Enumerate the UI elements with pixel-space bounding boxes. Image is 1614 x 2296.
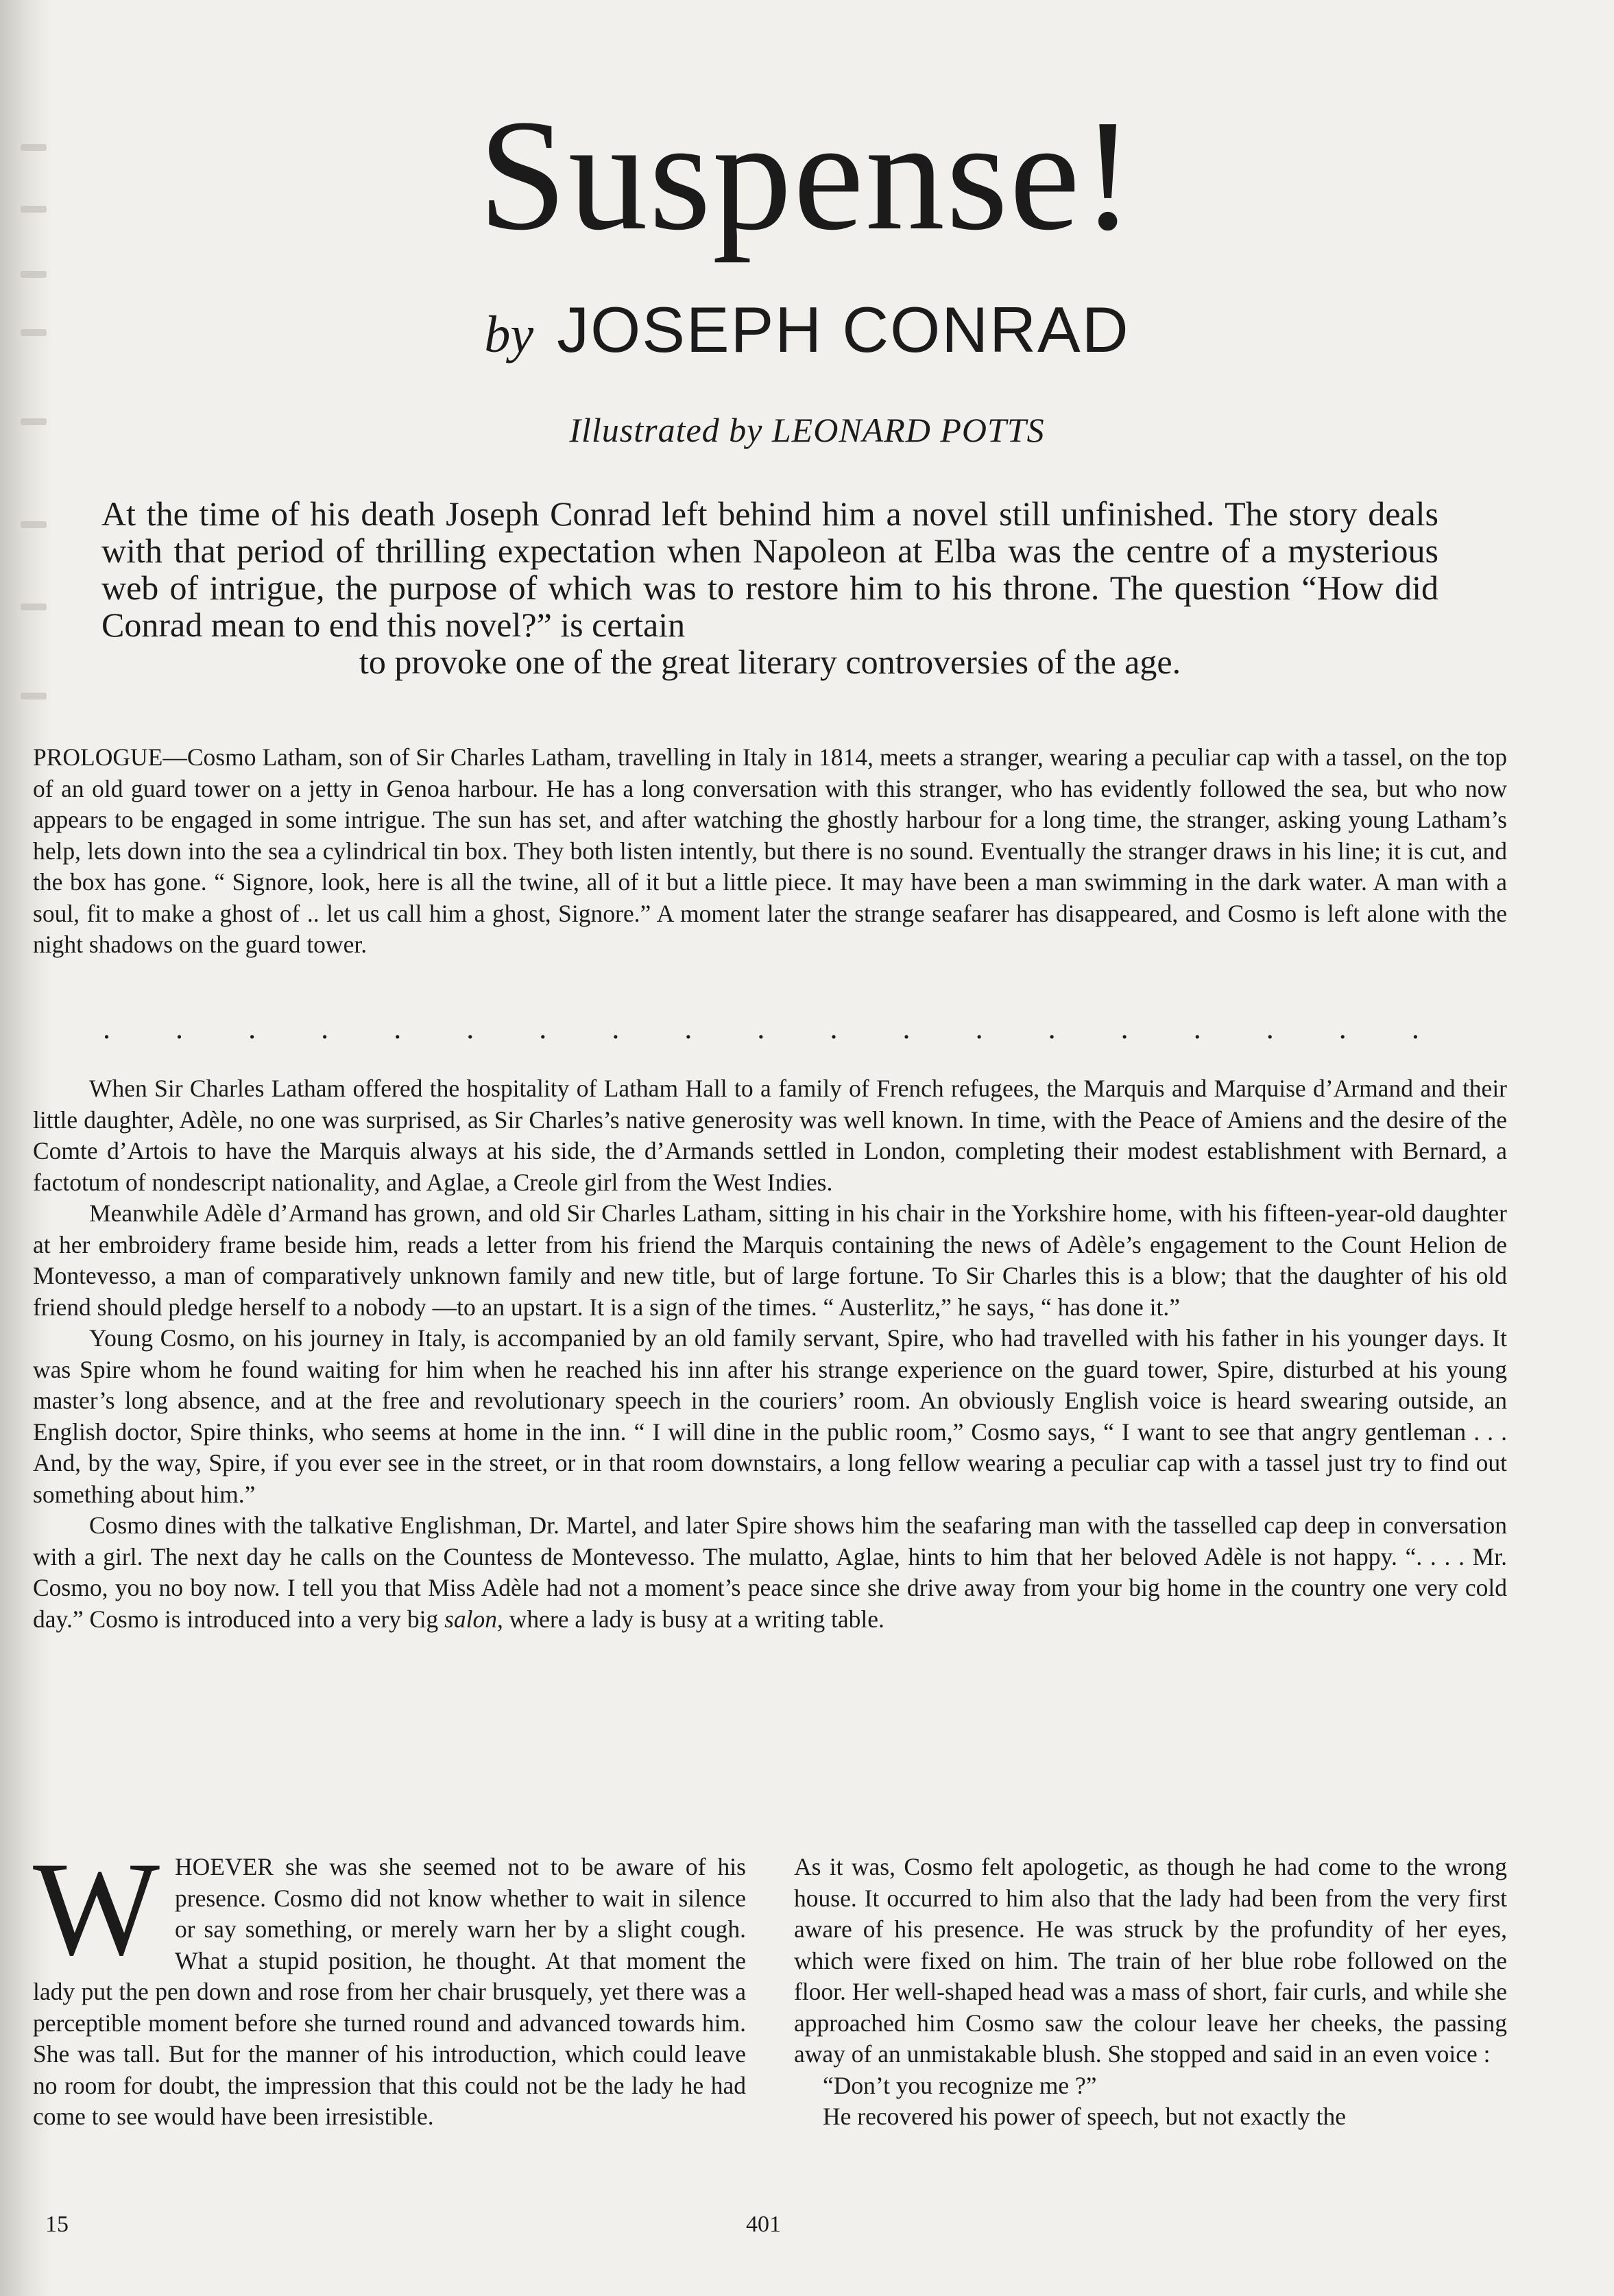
separator-dot: . <box>612 1012 620 1045</box>
separator-dot: . <box>1266 1012 1274 1045</box>
separator-dot: . <box>539 1012 547 1045</box>
separator-dot: . <box>103 1012 110 1045</box>
drop-cap: W <box>33 1834 160 1983</box>
salon-word: salon <box>444 1605 498 1633</box>
story-dialogue: “Don’t you recognize me ?” <box>823 2071 1097 2099</box>
signature-mark: 15 <box>45 2212 69 2237</box>
story-paragraph: As it was, Cosmo felt apologetic, as though he had come to the wrong house. It occurred to him also that the lady had been from the very first aware of his presence. He was struck by the profundity of her eyes, which were fixed on him. The train of her blue robe followed on the floor. Her well-shaped head was a mass of short, fair curls, and while she approached him Cosmo saw the colour leave her cheeks, the passing away of an unmistakable blush. She stopped and said in an even voice : <box>794 1853 1507 2068</box>
separator-dot: . <box>466 1012 474 1045</box>
synopsis-paragraph: Young Cosmo, on his journey in Italy, is accompanied by an old family servant, Spire, who had travelled with his father in his younger days. It was Spire whom he found waiting for him when he reached his inn after his strange experience on the guard tower, Spire, disturbed at his young master’s long absence, and at the free and revolutionary speech in the couriers’ room. An obviously English voice is heard swearing outside, an English doctor, Spire thinks, who seems at home in the inn. “ I will dine in the public room,” Cosmo says, “ I want to see that angry gentleman . . . And, by the way, Spire, if you ever see in the street, or in that room downstairs, a long fellow wearing a peculiar cap with a tassel just try to find out something about him.” <box>33 1324 1507 1508</box>
synopsis-paragraph <box>33 1510 1507 1635</box>
synopsis-text-end: , where a lady is busy at a writing table. <box>497 1605 884 1633</box>
separator-dot: . <box>1120 1012 1129 1045</box>
prologue-paragraph <box>33 742 1507 961</box>
prologue-label: PROLOGUE <box>33 743 163 771</box>
separator-dot: . <box>1193 1012 1201 1045</box>
story-column-right <box>794 1852 1507 2133</box>
bleed-mark <box>21 521 47 528</box>
separator-dot: . <box>321 1012 329 1045</box>
separator-dot: . <box>830 1012 838 1045</box>
article-title: Suspense! <box>478 87 1136 263</box>
separator-dot: . <box>757 1012 765 1045</box>
story-text: HOEVER she was she seemed not to be aware of his presence. Cosmo did not know whether to wait in silence or say something, or merely warn her by a slight cough. What a stupid position, he thought. At that moment the lady put the pen down and rose from her chair brusquely, yet there was a perceptible moment before she turned round and advanced towards him. She was tall. But for the manner of his introduction, which could leave no room for doubt, the impression that this could not be the lady he had come to see would have been irresistible. <box>33 1853 746 2130</box>
illustrator-credit: Illustrated by LEONARD POTTS <box>569 411 1045 449</box>
separator-dot: . <box>394 1012 402 1045</box>
story-column-left <box>33 1834 746 2133</box>
synopsis-paragraph: Meanwhile Adèle d’Armand has grown, and old Sir Charles Latham, sitting in his chair in the Yorkshire home, with his fifteen-year-old daughter at her embroidery frame beside him, reads a letter from his friend the Marquis containing the news of Adèle’s engagement to the Count Helion de Montevesso, a man of comparatively unknown family and new title, but of large fortune. To Sir Charles this is a blow; that the daughter of his old friend should pledge herself to a nobody —to an upstart. It is a sign of the times. “ Austerlitz,” he says, “ has done it.” <box>33 1199 1507 1321</box>
separator-dot: . <box>1338 1012 1347 1045</box>
intro-body: At the time of his death Joseph Conrad left behind him a novel still unfinished. The story deals with that period of thrilling expectation when Napoleon at Elba was the centre of a mysterious web of intrigue, the purpose of which was to restore him to his throne. The question “How did Conrad mean to end this novel?” is certain <box>101 494 1438 644</box>
story-paragraph <box>33 1834 746 2133</box>
section-separator <box>103 1012 1419 1045</box>
story-paragraph: He recovered his power of speech, but not exactly the <box>823 2103 1346 2130</box>
bleed-mark <box>21 693 47 699</box>
separator-dot: . <box>176 1012 184 1045</box>
separator-dot: . <box>902 1012 911 1045</box>
byline <box>0 294 1614 366</box>
synopsis <box>33 1073 1507 1635</box>
separator-dot: . <box>975 1012 983 1045</box>
intro-last-line: to provoke one of the great literary controversies of the age. <box>359 643 1181 681</box>
synopsis-paragraph: When Sir Charles Latham offered the hospitality of Latham Hall to a family of French refugees, the Marquis and Marquise d’Armand and their little daughter, Adèle, no one was surprised, as Sir Charles’s native generosity was well known. In time, with the Peace of Amiens and the desire of the Comte d’Artois to have the Marquis always at his side, the d’Armands settled in London, completing their modest establishment with Bernard, a factotum of nondescript nationality, and Aglae, a Creole girl from the West Indies. <box>33 1075 1507 1196</box>
page-number: 401 <box>746 2212 781 2237</box>
byline-by: by <box>484 306 534 363</box>
bleed-mark <box>21 603 47 610</box>
synopsis-text: Cosmo dines with the talkative Englishman, Dr. Martel, and later Spire shows him the seafaring man with the tasselled cap deep in conversation with a girl. The next day he calls on the Countess de Montevesso. The mulatto, Aglae, hints to him that her beloved Adèle is not happy. “. . . . Mr. Cosmo, you no boy now. I tell you that Miss Adèle had not a moment’s peace since she drive away from your big home in the country one very cold day.” Cosmo is introduced into a very big <box>33 1511 1507 1633</box>
separator-dot: . <box>684 1012 692 1045</box>
separator-dot: . <box>1411 1012 1419 1045</box>
author-name: JOSEPH CONRAD <box>557 294 1130 366</box>
separator-dot: . <box>1048 1012 1056 1045</box>
separator-dot: . <box>248 1012 256 1045</box>
intro-paragraph <box>101 495 1438 680</box>
prologue-text: —Cosmo Latham, son of Sir Charles Latham, travelling in Italy in 1814, meets a stranger, wearing a peculiar cap with a tassel, on the top of an old guard tower on a jetty in Genoa harbour. He has a long conversation with this stranger, who has evidently followed the sea, but who now appears to be engaged in some intrigue. The sun has set, and after watching the ghostly harbour for a long time, the stranger, asking young Latham’s help, lets down into the sea a cylindrical tin box. They both listen intently, but there is no sound. Eventually the stranger draws in his line; it is cut, and the box has gone. “ Signore, look, here is all the twine, all of it but a little piece. It may have been a man swimming in the dark water. A man with a soul, fit to make a ghost of .. let us call him a ghost, Signore.” A moment later the strange seafarer has disappeared, and Cosmo is left alone with the night shadows on the guard tower. <box>33 743 1507 958</box>
bleed-mark <box>21 271 47 278</box>
